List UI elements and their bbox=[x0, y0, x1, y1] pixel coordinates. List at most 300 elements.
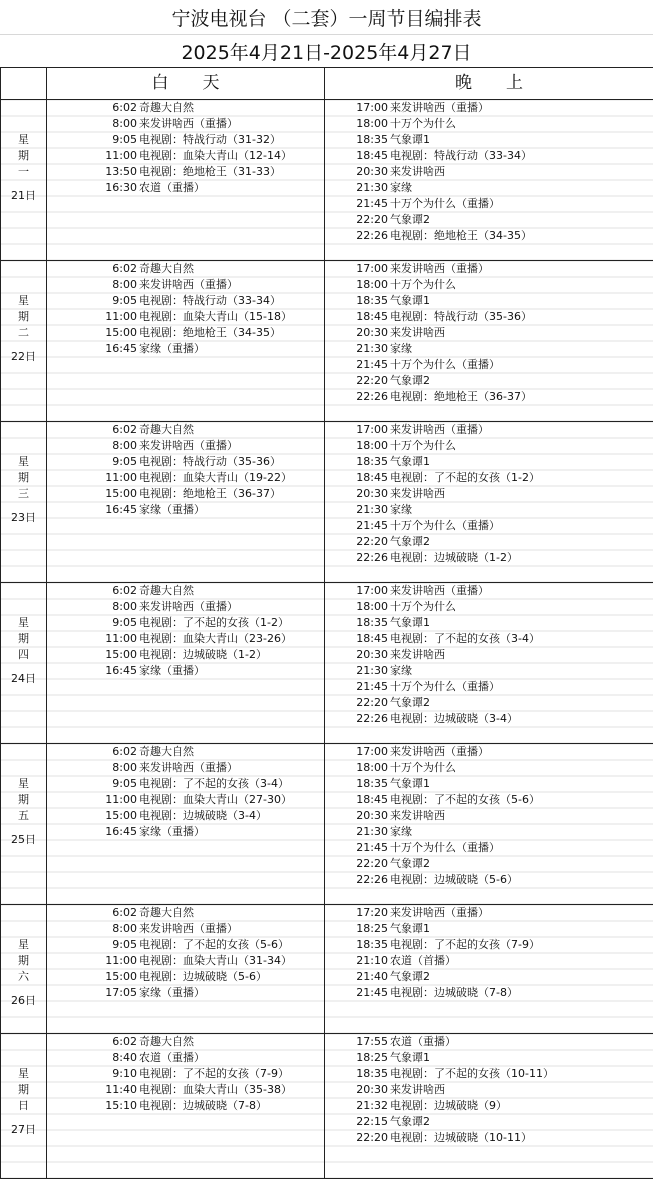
program-row bbox=[325, 228, 653, 244]
program-title: 家缘 bbox=[390, 824, 412, 840]
evening-cell bbox=[325, 261, 653, 422]
weekday-char: 期 bbox=[1, 309, 46, 325]
page-title: 宁波电视台 （二套）一周节目编排表 bbox=[0, 0, 653, 35]
evening-cell bbox=[325, 744, 653, 905]
program-row bbox=[325, 373, 653, 389]
program-title: 气象谭1 bbox=[390, 615, 430, 631]
program-time: 18:35 bbox=[325, 615, 388, 631]
program-title: 农道（重播） bbox=[139, 180, 205, 196]
program-row bbox=[325, 534, 653, 550]
program-title: 电视剧：边城破晓（5-6） bbox=[139, 969, 267, 985]
program-time: 9:10 bbox=[47, 1066, 137, 1082]
program-title: 电视剧：绝地枪王（34-35） bbox=[390, 228, 532, 244]
program-time: 22:26 bbox=[325, 872, 388, 888]
weekday-cell bbox=[1, 422, 47, 583]
program-title: 电视剧：边城破晓（7-8） bbox=[139, 1098, 267, 1114]
program-time: 18:35 bbox=[325, 132, 388, 148]
program-title: 十万个为什么 bbox=[390, 277, 456, 293]
program-row bbox=[47, 486, 324, 502]
program-title: 农道（重播） bbox=[139, 1050, 205, 1066]
program-time: 18:35 bbox=[325, 937, 388, 953]
program-time: 17:05 bbox=[47, 985, 137, 1001]
program-time: 18:25 bbox=[325, 1050, 388, 1066]
program-time: 20:30 bbox=[325, 164, 388, 180]
program-time: 11:00 bbox=[47, 309, 137, 325]
program-time: 21:30 bbox=[325, 180, 388, 196]
program-title: 来发讲啥西 bbox=[390, 647, 445, 663]
program-title: 农道（首播） bbox=[390, 953, 456, 969]
program-time: 9:05 bbox=[47, 937, 137, 953]
program-time: 18:45 bbox=[325, 309, 388, 325]
program-time: 20:30 bbox=[325, 486, 388, 502]
program-row bbox=[325, 663, 653, 679]
program-title: 电视剧：绝地枪王（36-37） bbox=[139, 486, 281, 502]
program-title: 气象谭1 bbox=[390, 1050, 430, 1066]
program-time: 8:00 bbox=[47, 921, 137, 937]
date-label: 24日 bbox=[1, 671, 46, 687]
program-row bbox=[47, 647, 324, 663]
evening-cell bbox=[325, 583, 653, 744]
program-time: 15:10 bbox=[47, 1098, 137, 1114]
program-title: 家缘（重播） bbox=[139, 663, 205, 679]
program-row bbox=[325, 937, 653, 953]
weekday-char: 星 bbox=[1, 454, 46, 470]
weekday-char: 期 bbox=[1, 792, 46, 808]
program-time: 18:00 bbox=[325, 116, 388, 132]
weekday-cell bbox=[1, 100, 47, 261]
program-time: 20:30 bbox=[325, 325, 388, 341]
program-row bbox=[325, 583, 653, 599]
program-title: 来发讲啥西（重播） bbox=[139, 277, 238, 293]
program-title: 来发讲啥西（重播） bbox=[390, 583, 489, 599]
program-time: 9:05 bbox=[47, 615, 137, 631]
program-row bbox=[47, 985, 324, 1001]
program-time: 18:00 bbox=[325, 438, 388, 454]
weekday-cell bbox=[1, 744, 47, 905]
daytime-cell bbox=[47, 261, 325, 422]
program-row bbox=[325, 1130, 653, 1146]
program-title: 气象谭2 bbox=[390, 212, 430, 228]
program-title: 气象谭2 bbox=[390, 373, 430, 389]
weekday-cell bbox=[1, 583, 47, 744]
program-time: 22:26 bbox=[325, 389, 388, 405]
program-row bbox=[325, 116, 653, 132]
program-row bbox=[325, 518, 653, 534]
program-time: 21:45 bbox=[325, 518, 388, 534]
program-row bbox=[47, 1082, 324, 1098]
program-time: 21:30 bbox=[325, 341, 388, 357]
program-row bbox=[47, 341, 324, 357]
program-time: 16:30 bbox=[47, 180, 137, 196]
program-time: 6:02 bbox=[47, 261, 137, 277]
program-row bbox=[47, 325, 324, 341]
program-title: 气象谭1 bbox=[390, 921, 430, 937]
program-row bbox=[47, 792, 324, 808]
header-night-label: 晚上 bbox=[421, 73, 557, 93]
weekday-char: 一 bbox=[1, 164, 46, 180]
program-title: 十万个为什么（重播） bbox=[390, 357, 500, 373]
program-title: 十万个为什么（重播） bbox=[390, 196, 500, 212]
program-row bbox=[47, 1050, 324, 1066]
program-title: 电视剧：特战行动（35-36） bbox=[139, 454, 281, 470]
program-title: 家缘（重播） bbox=[139, 502, 205, 518]
weekday-char: 星 bbox=[1, 1066, 46, 1082]
program-time: 9:05 bbox=[47, 776, 137, 792]
daytime-cell bbox=[47, 100, 325, 261]
program-row bbox=[325, 309, 653, 325]
program-title: 电视剧：血染大青山（12-14） bbox=[139, 148, 292, 164]
program-row bbox=[47, 100, 324, 116]
program-row bbox=[47, 969, 324, 985]
program-row bbox=[47, 132, 324, 148]
program-time: 8:40 bbox=[47, 1050, 137, 1066]
program-title: 来发讲啥西（重播） bbox=[139, 438, 238, 454]
program-row bbox=[325, 631, 653, 647]
program-title: 气象谭1 bbox=[390, 293, 430, 309]
header-night bbox=[325, 68, 653, 100]
program-row bbox=[325, 389, 653, 405]
program-row bbox=[325, 1114, 653, 1130]
program-title: 来发讲啥西（重播） bbox=[390, 905, 489, 921]
program-row bbox=[325, 792, 653, 808]
program-time: 13:50 bbox=[47, 164, 137, 180]
program-title: 十万个为什么 bbox=[390, 116, 456, 132]
weekday-char: 五 bbox=[1, 808, 46, 824]
program-title: 家缘 bbox=[390, 341, 412, 357]
program-title: 电视剧：边城破晓（7-8） bbox=[390, 985, 518, 1001]
program-row bbox=[47, 277, 324, 293]
program-title: 电视剧：边城破晓（1-2） bbox=[139, 647, 267, 663]
program-row bbox=[325, 647, 653, 663]
program-title: 来发讲啥西（重播） bbox=[139, 116, 238, 132]
program-row bbox=[47, 1098, 324, 1114]
program-time: 11:00 bbox=[47, 792, 137, 808]
program-title: 家缘（重播） bbox=[139, 824, 205, 840]
program-title: 家缘（重播） bbox=[139, 985, 205, 1001]
program-time: 21:30 bbox=[325, 824, 388, 840]
program-title: 来发讲啥西（重播） bbox=[390, 100, 489, 116]
program-row bbox=[47, 663, 324, 679]
program-time: 18:45 bbox=[325, 792, 388, 808]
program-row bbox=[47, 937, 324, 953]
program-time: 17:00 bbox=[325, 744, 388, 760]
program-row bbox=[325, 454, 653, 470]
program-time: 8:00 bbox=[47, 438, 137, 454]
daytime-cell bbox=[47, 905, 325, 1034]
header-day bbox=[47, 68, 325, 100]
program-title: 电视剧：边城破晓（9） bbox=[390, 1098, 507, 1114]
program-time: 22:20 bbox=[325, 856, 388, 872]
program-time: 16:45 bbox=[47, 824, 137, 840]
program-time: 17:00 bbox=[325, 422, 388, 438]
day-block bbox=[1, 1034, 653, 1179]
program-row bbox=[325, 180, 653, 196]
weekday-cell bbox=[1, 905, 47, 1034]
program-row bbox=[47, 921, 324, 937]
program-title: 家缘（重播） bbox=[139, 341, 205, 357]
evening-cell bbox=[325, 100, 653, 261]
program-time: 17:00 bbox=[325, 261, 388, 277]
program-title: 电视剧：血染大青山（35-38） bbox=[139, 1082, 292, 1098]
weekday-char: 六 bbox=[1, 969, 46, 985]
program-row bbox=[325, 615, 653, 631]
program-title: 十万个为什么（重播） bbox=[390, 518, 500, 534]
program-title: 气象谭2 bbox=[390, 856, 430, 872]
program-time: 17:00 bbox=[325, 100, 388, 116]
program-time: 18:45 bbox=[325, 470, 388, 486]
program-title: 十万个为什么 bbox=[390, 599, 456, 615]
program-time: 22:20 bbox=[325, 1130, 388, 1146]
program-row bbox=[325, 953, 653, 969]
weekday-char: 三 bbox=[1, 486, 46, 502]
daytime-cell bbox=[47, 744, 325, 905]
program-row bbox=[325, 422, 653, 438]
program-time: 18:35 bbox=[325, 454, 388, 470]
program-row bbox=[325, 872, 653, 888]
program-time: 22:20 bbox=[325, 534, 388, 550]
program-time: 8:00 bbox=[47, 760, 137, 776]
weekday-char: 星 bbox=[1, 132, 46, 148]
program-time: 21:32 bbox=[325, 1098, 388, 1114]
program-row bbox=[47, 261, 324, 277]
program-row bbox=[47, 615, 324, 631]
program-row bbox=[325, 824, 653, 840]
evening-cell bbox=[325, 1034, 653, 1179]
program-title: 电视剧：绝地枪王（36-37） bbox=[390, 389, 532, 405]
date-label: 22日 bbox=[1, 349, 46, 365]
program-row bbox=[325, 502, 653, 518]
program-title: 来发讲啥西（重播） bbox=[139, 599, 238, 615]
program-row bbox=[325, 744, 653, 760]
program-title: 电视剧：绝地枪王（34-35） bbox=[139, 325, 281, 341]
program-title: 气象谭1 bbox=[390, 776, 430, 792]
program-time: 18:35 bbox=[325, 1066, 388, 1082]
program-row bbox=[325, 438, 653, 454]
day-block bbox=[1, 583, 653, 744]
program-title: 电视剧：绝地枪王（31-33） bbox=[139, 164, 281, 180]
program-title: 家缘 bbox=[390, 502, 412, 518]
program-title: 气象谭2 bbox=[390, 534, 430, 550]
program-row bbox=[325, 277, 653, 293]
program-time: 8:00 bbox=[47, 116, 137, 132]
program-title: 来发讲啥西 bbox=[390, 808, 445, 824]
weekday-char: 日 bbox=[1, 1098, 46, 1114]
program-time: 6:02 bbox=[47, 1034, 137, 1050]
program-time: 21:45 bbox=[325, 985, 388, 1001]
day-block bbox=[1, 261, 653, 422]
program-row bbox=[47, 293, 324, 309]
program-row bbox=[325, 599, 653, 615]
program-time: 18:00 bbox=[325, 277, 388, 293]
program-row bbox=[325, 261, 653, 277]
program-row bbox=[325, 100, 653, 116]
program-row bbox=[47, 631, 324, 647]
program-row bbox=[325, 550, 653, 566]
program-row bbox=[325, 695, 653, 711]
program-row bbox=[47, 454, 324, 470]
weekday-cell bbox=[1, 261, 47, 422]
program-time: 21:45 bbox=[325, 679, 388, 695]
weekday-char: 星 bbox=[1, 776, 46, 792]
program-row bbox=[47, 599, 324, 615]
program-row bbox=[47, 760, 324, 776]
program-title: 来发讲啥西 bbox=[390, 325, 445, 341]
program-time: 15:00 bbox=[47, 325, 137, 341]
program-title: 奇趣大自然 bbox=[139, 744, 194, 760]
program-row bbox=[47, 776, 324, 792]
program-row bbox=[47, 744, 324, 760]
program-title: 电视剧：血染大青山（27-30） bbox=[139, 792, 292, 808]
program-title: 电视剧：了不起的女孩（1-2） bbox=[139, 615, 289, 631]
program-time: 22:20 bbox=[325, 212, 388, 228]
program-time: 20:30 bbox=[325, 1082, 388, 1098]
program-row bbox=[47, 180, 324, 196]
program-title: 电视剧：边城破晓（5-6） bbox=[390, 872, 518, 888]
date-label: 26日 bbox=[1, 993, 46, 1009]
program-time: 17:55 bbox=[325, 1034, 388, 1050]
program-time: 18:00 bbox=[325, 760, 388, 776]
program-title: 电视剧：了不起的女孩（7-9） bbox=[390, 937, 540, 953]
program-title: 电视剧：特战行动（31-32） bbox=[139, 132, 281, 148]
program-title: 电视剧：血染大青山（31-34） bbox=[139, 953, 292, 969]
daytime-cell bbox=[47, 422, 325, 583]
program-title: 气象谭2 bbox=[390, 695, 430, 711]
program-row bbox=[325, 1066, 653, 1082]
program-row bbox=[325, 776, 653, 792]
program-row bbox=[325, 1050, 653, 1066]
program-time: 15:00 bbox=[47, 808, 137, 824]
program-row bbox=[325, 840, 653, 856]
program-row bbox=[325, 470, 653, 486]
program-row bbox=[47, 148, 324, 164]
program-time: 21:10 bbox=[325, 953, 388, 969]
program-time: 18:35 bbox=[325, 776, 388, 792]
program-title: 电视剧：特战行动（35-36） bbox=[390, 309, 532, 325]
program-time: 16:45 bbox=[47, 341, 137, 357]
program-time: 22:20 bbox=[325, 695, 388, 711]
program-time: 8:00 bbox=[47, 599, 137, 615]
program-time: 21:30 bbox=[325, 502, 388, 518]
header-row bbox=[1, 68, 653, 100]
program-row bbox=[325, 132, 653, 148]
program-title: 来发讲啥西（重播） bbox=[390, 261, 489, 277]
evening-cell bbox=[325, 905, 653, 1034]
program-time: 9:05 bbox=[47, 132, 137, 148]
program-title: 十万个为什么 bbox=[390, 760, 456, 776]
program-row bbox=[325, 1082, 653, 1098]
program-time: 6:02 bbox=[47, 100, 137, 116]
program-time: 6:02 bbox=[47, 905, 137, 921]
program-row bbox=[325, 921, 653, 937]
program-time: 11:00 bbox=[47, 470, 137, 486]
program-row bbox=[47, 583, 324, 599]
program-row bbox=[47, 953, 324, 969]
program-row bbox=[325, 856, 653, 872]
program-row bbox=[325, 196, 653, 212]
program-time: 8:00 bbox=[47, 277, 137, 293]
program-title: 来发讲啥西（重播） bbox=[390, 744, 489, 760]
program-title: 电视剧：边城破晓（10-11） bbox=[390, 1130, 532, 1146]
program-time: 18:35 bbox=[325, 293, 388, 309]
program-time: 22:26 bbox=[325, 550, 388, 566]
program-title: 电视剧：特战行动（33-34） bbox=[139, 293, 281, 309]
weekday-char: 二 bbox=[1, 325, 46, 341]
evening-cell bbox=[325, 422, 653, 583]
program-title: 电视剧：边城破晓（3-4） bbox=[139, 808, 267, 824]
program-time: 22:26 bbox=[325, 228, 388, 244]
weekday-char: 星 bbox=[1, 615, 46, 631]
program-time: 21:40 bbox=[325, 969, 388, 985]
program-title: 电视剧：边城破晓（3-4） bbox=[390, 711, 518, 727]
schedule-table bbox=[0, 67, 653, 1179]
program-row bbox=[325, 808, 653, 824]
program-row bbox=[47, 824, 324, 840]
program-row bbox=[325, 357, 653, 373]
program-title: 来发讲啥西 bbox=[390, 486, 445, 502]
program-time: 21:45 bbox=[325, 196, 388, 212]
program-title: 电视剧：血染大青山（23-26） bbox=[139, 631, 292, 647]
weekday-char: 期 bbox=[1, 953, 46, 969]
program-time: 18:00 bbox=[325, 599, 388, 615]
program-time: 21:45 bbox=[325, 357, 388, 373]
program-row bbox=[325, 341, 653, 357]
weekday-char: 期 bbox=[1, 470, 46, 486]
program-title: 电视剧：了不起的女孩（3-4） bbox=[139, 776, 289, 792]
program-row bbox=[325, 293, 653, 309]
program-title: 气象谭2 bbox=[390, 969, 430, 985]
program-time: 15:00 bbox=[47, 969, 137, 985]
program-title: 来发讲啥西（重播） bbox=[390, 422, 489, 438]
program-row bbox=[47, 502, 324, 518]
program-title: 电视剧：特战行动（33-34） bbox=[390, 148, 532, 164]
daytime-cell bbox=[47, 583, 325, 744]
program-time: 21:30 bbox=[325, 663, 388, 679]
program-row bbox=[325, 164, 653, 180]
program-time: 15:00 bbox=[47, 647, 137, 663]
program-time: 9:05 bbox=[47, 454, 137, 470]
program-row bbox=[325, 212, 653, 228]
program-title: 电视剧：了不起的女孩（7-9） bbox=[139, 1066, 289, 1082]
program-row bbox=[47, 470, 324, 486]
program-time: 16:45 bbox=[47, 502, 137, 518]
program-row bbox=[47, 438, 324, 454]
date-range: 2025年4月21日-2025年4月27日 bbox=[0, 35, 653, 68]
program-title: 来发讲啥西（重播） bbox=[139, 760, 238, 776]
program-title: 农道（重播） bbox=[390, 1034, 456, 1050]
program-row bbox=[47, 905, 324, 921]
program-time: 17:20 bbox=[325, 905, 388, 921]
program-time: 22:15 bbox=[325, 1114, 388, 1130]
program-title: 电视剧：了不起的女孩（5-6） bbox=[390, 792, 540, 808]
program-row bbox=[325, 711, 653, 727]
program-title: 气象谭2 bbox=[390, 1114, 430, 1130]
day-block bbox=[1, 100, 653, 261]
program-title: 奇趣大自然 bbox=[139, 261, 194, 277]
program-row bbox=[47, 422, 324, 438]
day-block bbox=[1, 422, 653, 583]
program-row bbox=[325, 1098, 653, 1114]
date-label: 23日 bbox=[1, 510, 46, 526]
program-title: 十万个为什么（重播） bbox=[390, 679, 500, 695]
program-time: 6:02 bbox=[47, 583, 137, 599]
program-title: 电视剧：了不起的女孩（1-2） bbox=[390, 470, 540, 486]
program-row bbox=[325, 760, 653, 776]
program-title: 电视剧：了不起的女孩（3-4） bbox=[390, 631, 540, 647]
day-block bbox=[1, 744, 653, 905]
program-time: 11:40 bbox=[47, 1082, 137, 1098]
program-row bbox=[325, 325, 653, 341]
program-time: 11:00 bbox=[47, 148, 137, 164]
